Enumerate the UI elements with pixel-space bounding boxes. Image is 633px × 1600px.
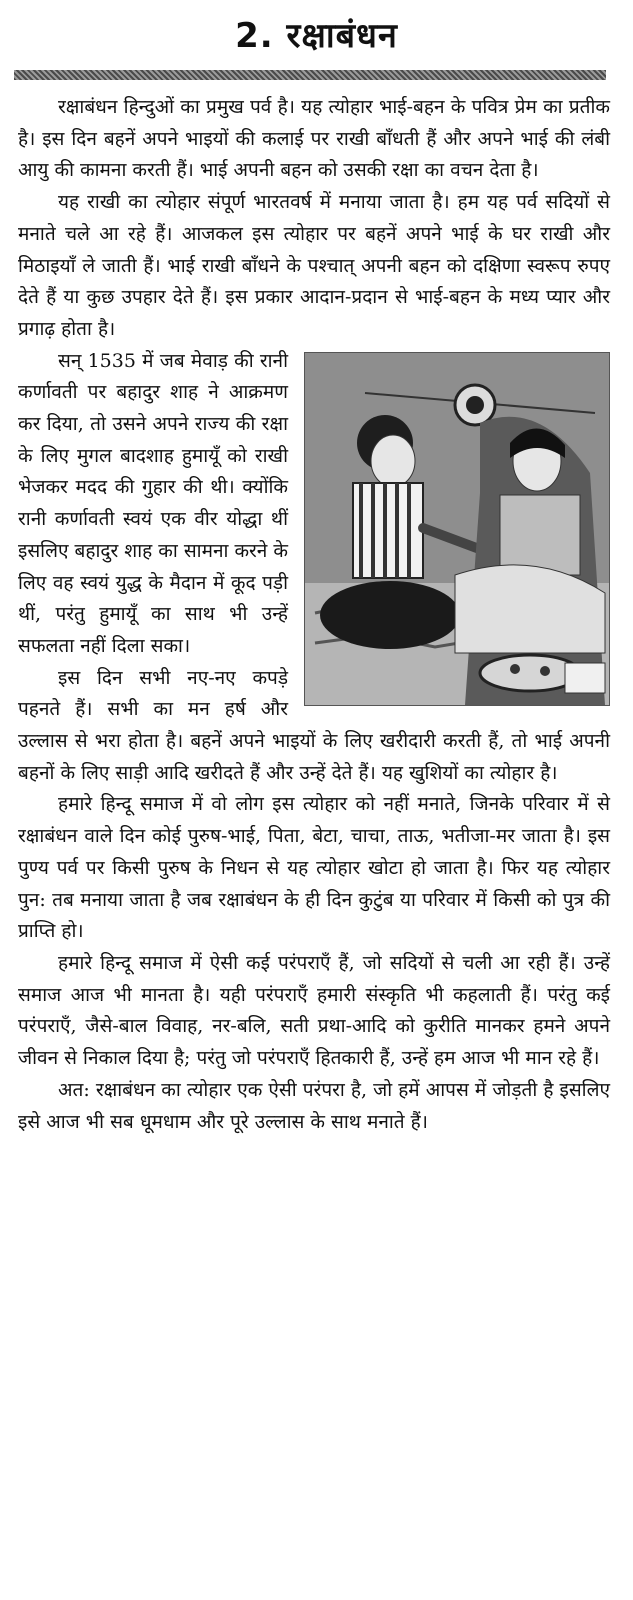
sweets-box [565,663,605,693]
thali-sweet [540,666,550,676]
page-title: 2. रक्षाबंधन [235,16,398,56]
essay-body [18,92,610,1138]
paragraph-7: अत: रक्षाबंधन का त्योहार एक ऐसी परंपरा है, जो हमें आपस में जोड़ती है इसलिए इसे आज भी सब धूमधाम और पूरे उल्लास के साथ मनाते हैं। [18,1078,610,1133]
raksha-bandhan-illustration [304,352,610,706]
brother-shirt [353,483,423,578]
title-divider [14,70,606,80]
paragraph-2: यह राखी का त्योहार संपूर्ण भारतवर्ष में मनाया जाता है। हम यह पर्व सदियों से मनाते चले आ रहे हैं। आजकल इस त्योहार पर बहनें अपने भाई के घर राखी और मिठाइयाँ ले जाती हैं। भाई राखी बाँधने के पश्चात् अपनी बहन को दक्षिणा स्वरूप रुपए देते हैं या कुछ उपहार देते हैं। इस प्रकार आदान-प्रदान से भाई-बहन के मध्य प्यार और प्रगाढ़ होता है। [18,191,610,340]
paragraph-6: हमारे हिन्दू समाज में ऐसी कई परंपराएँ हैं, जो सदियों से चली आ रही हैं। उन्हें समाज आज भी मानता है। यही परंपराएँ हमारी संस्कृति भी कहलाती हैं। परंतु कई परंपराएँ, जैसे-बाल विवाह, नर-बलि, सती प्रथा-आदि को कुरीति मानकर हमने अपने जीवन से निकाल दिया है; परंतु जो परंपराएँ हितकारी हैं, उन्हें हम आज भी मान रहे हैं। [18,951,610,1070]
brother-face [371,435,415,487]
paragraph-3: सन् 1535 में जब मेवाड़ की रानी कर्णावती पर बहादुर शाह ने आक्रमण कर दिया, तो उसने अपने राज्य की रक्षा के लिए मुगल बादशाह हुमायूँ को राखी भेजकर मदद की गुहार की थी। क्योंकि रानी कर्णावती स्वयं एक वीर योद्धा थीं इसलिए बहादुर शाह का सामना करने के लिए वह स्वयं युद्ध के मैदान में कूद पड़ी थीं, परंतु हुमायूँ का साथ भी उन्हें सफलता नहीं दिला सका। [18,349,288,657]
sister-blouse [500,495,580,575]
paragraph-5: हमारे हिन्दू समाज में वो लोग इस त्योहार को नहीं मनाते, जिनके परिवार में से रक्षाबंधन वाले दिन कोई पुरुष-भाई, पिता, बेटा, चाचा, ताऊ, भतीजा-मर जाता है। इस पुण्य पर्व पर किसी पुरुष के निधन से यह त्योहार खोटा हो जाता है। फिर यह त्योहार पुन: तब मनाया जाता है जब रक्षाबंधन के ही दिन कुटुंब या परिवार में किसी को पुत्र की प्राप्ति हो। [18,793,610,943]
thali-lamp [510,664,520,674]
rakhi-center [466,396,484,414]
paragraph-1: रक्षाबंधन हिन्दुओं का प्रमुख पर्व है। यह त्योहार भाई-बहन के पवित्र प्रेम का प्रतीक है। इस दिन बहनें अपने भाइयों की कलाई पर राखी बाँधती हैं और अपने भाई की लंबी आयु की कामना करती हैं। भाई अपनी बहन को उसकी रक्षा का वचन देता है। [18,96,610,182]
paragraph-4: इस दिन सभी नए-नए कपड़े पहनते हैं। सभी का मन हर्ष और उल्लास से भरा होता है। बहनें अपने भाइयों के लिए खरीदारी करती हैं, तो भाई अपनी बहनों के लिए साड़ी आदि खरीदते हैं और उन्हें देते हैं। यह खुशियों का त्योहार है। [18,666,610,784]
brother-trousers [320,581,460,649]
